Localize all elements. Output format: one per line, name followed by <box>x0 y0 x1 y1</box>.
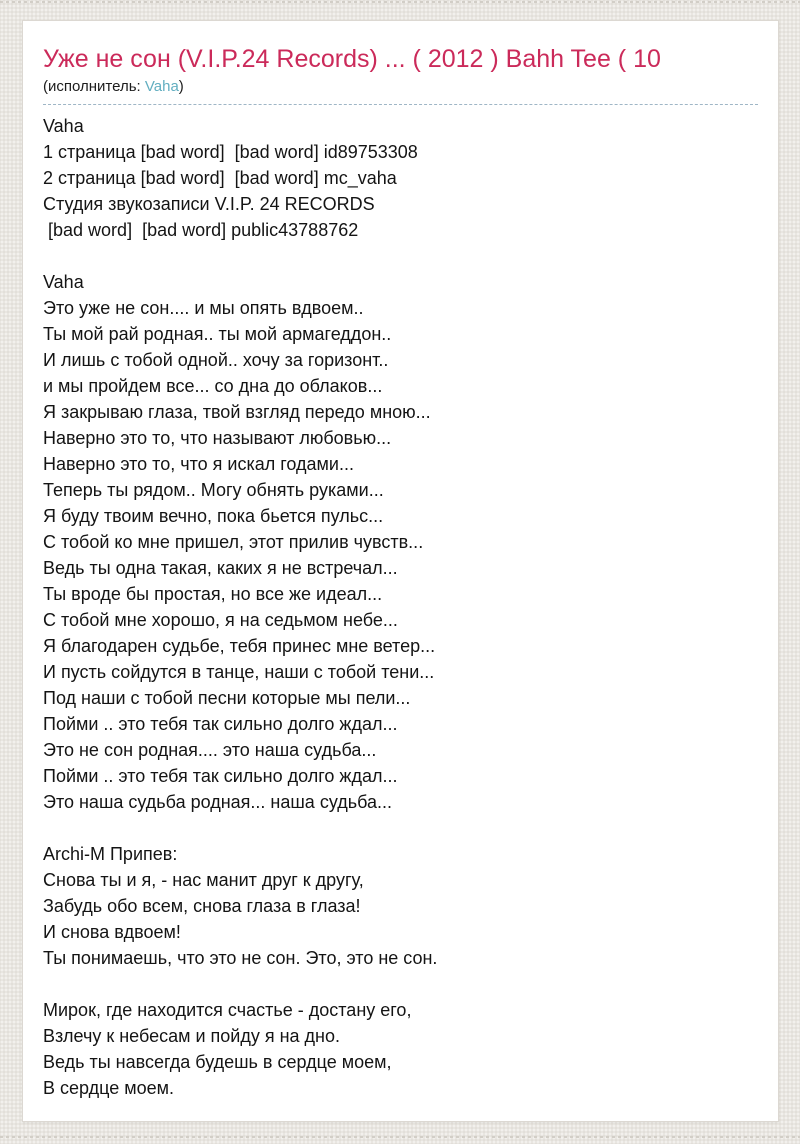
artist-suffix: ) <box>178 78 184 95</box>
lyric-line: Я закрываю глаза, твой взгляд передо мною... <box>43 402 431 422</box>
lyric-line: Теперь ты рядом.. Могу обнять руками... <box>43 480 384 500</box>
lyric-line: Ты мой рай родная.. ты мой армагеддон.. <box>43 324 392 344</box>
lyric-line: Забудь обо всем, снова глаза в глаза! <box>43 896 361 916</box>
lyric-line: И снова вдвоем! <box>43 922 181 942</box>
lyric-line: С тобой ко мне пришел, этот прилив чувств... <box>43 532 424 552</box>
lyric-line: Я буду твоим вечно, пока бьется пульс... <box>43 506 384 526</box>
bottom-dotted-border <box>0 1136 800 1138</box>
top-dotted-border <box>0 1 800 3</box>
lyric-line: [bad word] [bad word] public43788762 <box>43 220 359 240</box>
lyric-line: В сердце моем. <box>43 1078 175 1098</box>
lyric-line: и мы пройдем все... со дна до облаков... <box>43 376 383 396</box>
artist-label: (исполнитель: <box>43 78 145 95</box>
lyric-line <box>43 243 758 269</box>
lyric-line: Это наша судьба родная... наша судьба... <box>43 792 393 812</box>
artist-link[interactable]: Vaha <box>144 78 179 95</box>
lyric-line: Vaha <box>43 272 84 292</box>
lyric-line: И пусть сойдутся в танце, наши с тобой тени... <box>43 662 435 682</box>
lyric-line: С тобой мне хорошо, я на седьмом небе... <box>43 610 398 630</box>
lyric-line: Пойми .. это тебя так сильно долго ждал... <box>43 714 398 734</box>
lyric-line: Ты вроде бы простая, но все же идеал... <box>43 584 383 604</box>
lyric-line: Студия звукозаписи V.I.P. 24 RECORDS <box>43 194 375 214</box>
lyric-line: Ведь ты навсегда будешь в сердце моем, <box>43 1052 392 1072</box>
lyric-line: Под наши с тобой песни которые мы пели... <box>43 688 411 708</box>
lyric-line: Vaha <box>43 116 84 136</box>
lyric-line: Archi-M Припев: <box>43 844 178 864</box>
lyric-line: Пойми .. это тебя так сильно долго ждал... <box>43 766 398 786</box>
lyric-line: И лишь с тобой одной.. хочу за горизонт.. <box>43 350 389 370</box>
lyrics-card <box>22 20 779 1122</box>
lyric-line <box>43 971 758 997</box>
lyric-line: Наверно это то, что я искал годами... <box>43 454 354 474</box>
lyric-line: Наверно это то, что называют любовью... <box>43 428 392 448</box>
lyric-line: Взлечу к небесам и пойду я на дно. <box>43 1026 341 1046</box>
lyric-line: Ты понимаешь, что это не сон. Это, это не сон. <box>43 948 438 968</box>
lyrics-text <box>43 113 758 1101</box>
lyric-line: Мирок, где находится счастье - достану его, <box>43 1000 412 1020</box>
artist-line <box>43 77 758 105</box>
lyric-line: 2 страница [bad word] [bad word] mc_vaha <box>43 168 397 188</box>
lyric-line: 1 страница [bad word] [bad word] id89753308 <box>43 142 418 162</box>
lyric-line <box>43 815 758 841</box>
page-title: Уже не сон (V.I.P.24 Records) ... ( 2012 ) Bahh Tee ( 10 <box>43 45 661 73</box>
lyric-line: Это не сон родная.... это наша судьба... <box>43 740 377 760</box>
lyric-line: Я благодарен судьбе, тебя принес мне ветер... <box>43 636 436 656</box>
lyric-line: Снова ты и я, - нас манит друг к другу, <box>43 870 364 890</box>
lyric-line: Ведь ты одна такая, каких я не встречал... <box>43 558 398 578</box>
lyric-line: Это уже не сон.... и мы опять вдвоем.. <box>43 298 364 318</box>
